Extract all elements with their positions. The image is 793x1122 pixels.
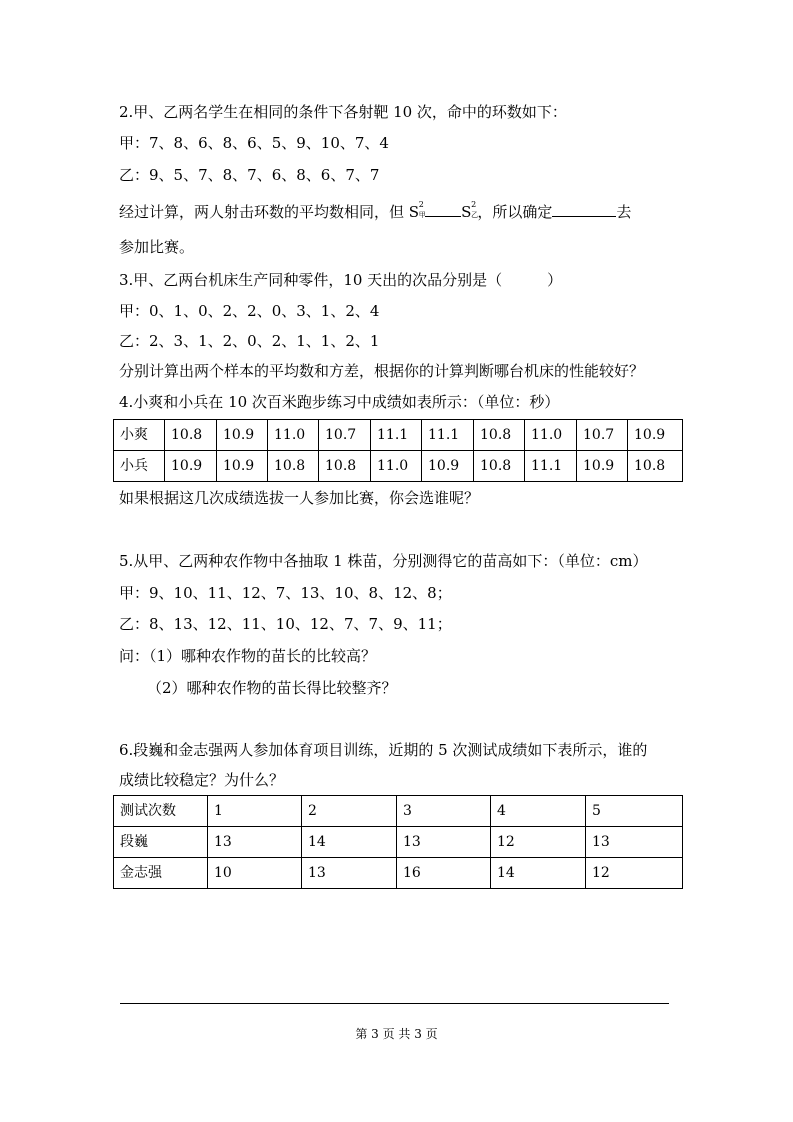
row-label: 小爽 (114, 420, 165, 451)
table-header-cell: 1 (208, 796, 302, 827)
table-cell: 11.0 (525, 420, 577, 451)
q3-jia-data: 甲：0、1、0、2、2、0、3、1、2、4 (119, 302, 380, 320)
table-row (114, 420, 683, 451)
table-row (114, 451, 683, 482)
q2-jia-data: 甲：7、8、6、8、6、5、9、10、7、4 (119, 134, 389, 152)
footer-divider (120, 1003, 669, 1004)
table-cell: 13 (586, 827, 683, 858)
table-cell: 10.8 (319, 451, 371, 482)
table-cell: 10.8 (165, 420, 217, 451)
table-cell: 10.9 (217, 451, 268, 482)
q2-comparison-line (119, 200, 631, 222)
table-cell: 10.8 (268, 451, 319, 482)
row-label: 小兵 (114, 451, 165, 482)
table-cell: 10.7 (319, 420, 371, 451)
q4-title: 4.小爽和小兵在 10 次百米跑步练习中成绩如表所示：（单位：秒） (119, 393, 560, 411)
table-cell: 14 (491, 858, 586, 889)
table-cell: 16 (397, 858, 491, 889)
table-cell: 11.0 (268, 420, 319, 451)
table-header-cell: 3 (397, 796, 491, 827)
table-cell: 11.0 (371, 451, 422, 482)
table-cell: 13 (302, 858, 397, 889)
q3-title: 3.甲、乙两台机床生产同种零件，10 天出的次品分别是（ ） (119, 271, 563, 289)
variance-yi-symbol: S 2 乙 (461, 200, 479, 221)
table-cell: 14 (302, 827, 397, 858)
row-label: 段巍 (114, 827, 208, 858)
q5-jia-data: 甲：9、10、11、12、7、13、10、8、12、8； (119, 584, 452, 602)
row-label: 金志强 (114, 858, 208, 889)
running-times-table (113, 419, 683, 482)
q2-title: 2.甲、乙两名学生在相同的条件下各射靶 10 次，命中的环数如下： (119, 103, 567, 121)
table-row (114, 858, 683, 889)
q2-text-part3: 去 (616, 203, 632, 221)
table-row (114, 796, 683, 827)
q2-text-part2: ，所以确定 (477, 203, 553, 221)
table-cell: 10.7 (577, 420, 628, 451)
test-scores-table (113, 795, 683, 889)
q6-title: 6.段巍和金志强两人参加体育项目训练，近期的 5 次测试成绩如下表所示，谁的 (119, 741, 648, 759)
table-header-cell: 2 (302, 796, 397, 827)
table-cell: 10.9 (577, 451, 628, 482)
q3-yi-data: 乙：2、3、1、2、0、2、1、1、2、1 (119, 332, 380, 350)
table-cell: 13 (208, 827, 302, 858)
table-cell: 10 (208, 858, 302, 889)
q5-subquestion-1: 问：（1）哪种农作物的苗长的比较高？ (119, 647, 377, 665)
q4-question: 如果根据这几次成绩选拔一人参加比赛，你会选谁呢？ (119, 489, 480, 507)
table-header-cell: 测试次数 (114, 796, 208, 827)
q6-title-line2: 成绩比较稳定？为什么？ (119, 771, 285, 789)
table-cell: 12 (491, 827, 586, 858)
q2-yi-data: 乙：9、5、7、8、7、6、8、6、7、7 (119, 166, 380, 184)
table-row (114, 827, 683, 858)
q5-yi-data: 乙：8、13、12、11、10、12、7、7、9、11； (119, 615, 452, 633)
table-cell: 11.1 (525, 451, 577, 482)
table-cell: 11.1 (422, 420, 474, 451)
table-cell: 11.1 (371, 420, 422, 451)
page-number: 第 3 页 共 3 页 (355, 1027, 438, 1041)
q2-text-part1: 经过计算，两人射击环数的平均数相同，但 (119, 203, 409, 221)
table-header-cell: 5 (586, 796, 683, 827)
table-cell: 10.9 (217, 420, 268, 451)
table-cell: 12 (586, 858, 683, 889)
q2-line2: 参加比赛。 (119, 238, 195, 256)
q5-subquestion-2: （2）哪种农作物的苗长得比较整齐？ (147, 679, 397, 697)
answer-blank[interactable] (552, 200, 616, 217)
comparison-blank[interactable] (425, 200, 461, 217)
table-cell: 10.8 (474, 451, 525, 482)
table-cell: 13 (397, 827, 491, 858)
table-cell: 10.8 (628, 451, 683, 482)
table-cell: 10.8 (474, 420, 525, 451)
table-cell: 10.9 (628, 420, 683, 451)
q3-question: 分别计算出两个样本的平均数和方差，根据你的计算判断哪台机床的性能较好？ (119, 362, 645, 380)
table-cell: 10.9 (165, 451, 217, 482)
variance-jia-symbol: S 2 甲 (408, 200, 426, 221)
table-header-cell: 4 (491, 796, 586, 827)
table-cell: 10.9 (422, 451, 474, 482)
q5-title: 5.从甲、乙两种农作物中各抽取 1 株苗，分别测得它的苗高如下：（单位：cm） (119, 552, 648, 570)
